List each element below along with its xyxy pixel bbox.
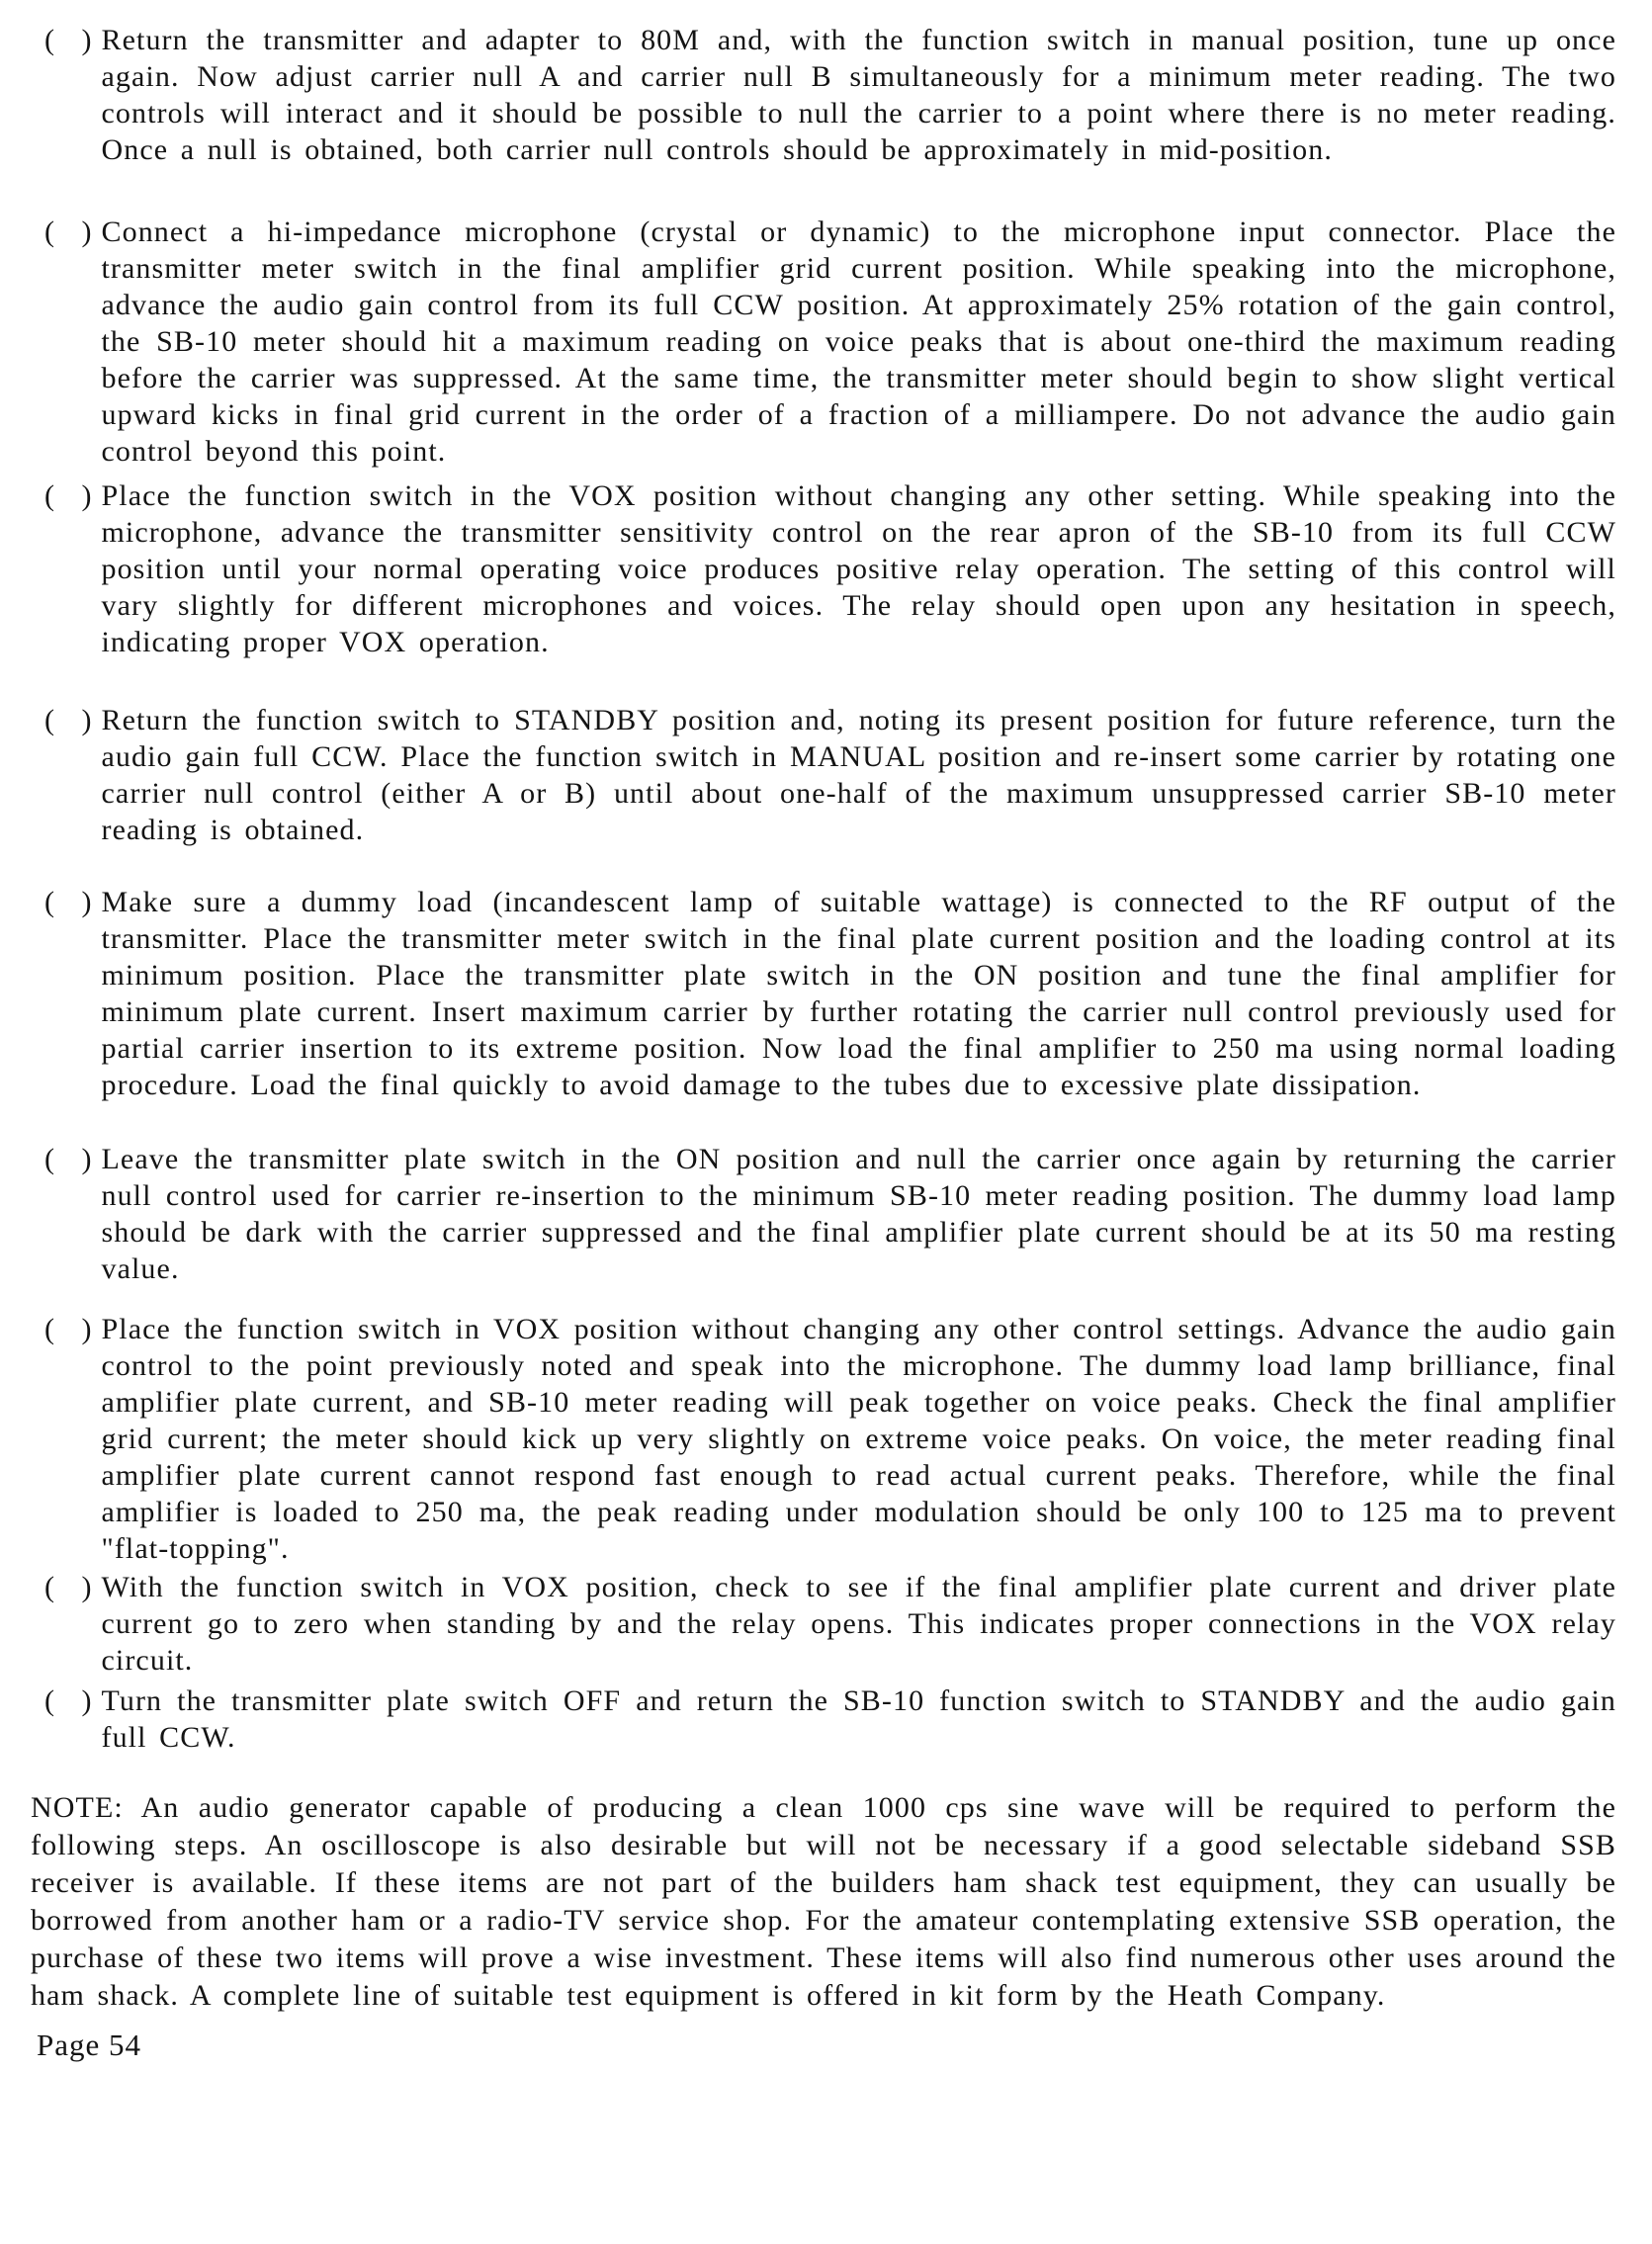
checkbox-blank: ( ) xyxy=(44,1571,102,1603)
checklist-item-text: Place the function switch in VOX position without changing any other control settings. Advance the audio gain control to the point previously noted and speak into the microphone. The dummy load lamp brilliance, final amplifier plate current, and SB-10 meter reading will peak together on voice peaks. Check the final amplifier grid current; the meter should kick up very slightly on extreme voice peaks. On voice, the meter reading final amplifier plate current cannot respond fast enough to read actual current peaks. Therefore, while the final amplifier is loaded to 250 ma, the peak reading under modulation should be only 100 to 125 ma to prevent "flat-topping". xyxy=(101,1313,1616,1565)
checklist-item-text: Return the transmitter and adapter to 80M and, with the function switch in manual position, tune up once again. Now adjust carrier null A and carrier null B simultaneously for a minimum meter reading. The two controls will interact and it should be possible to null the carrier to a point where there is no meter reading. Once a null is obtained, both carrier null controls should be approximately in mid-position. xyxy=(101,24,1616,166)
checklist-item-text: Place the function switch in the VOX position without changing any other setting. While speaking into the microphone, advance the transmitter sensitivity control on the rear apron of the SB-10 from its full CCW position until your normal operating voice produces positive relay operation. The setting of this control will vary slightly for different microphones and voices. The relay should open upon any hesitation in speech, indicating proper VOX operation. xyxy=(101,479,1616,658)
checklist-item-8 xyxy=(44,1569,1616,1679)
checklist-item-1 xyxy=(44,22,1616,168)
checklist-item-text: Return the function switch to STANDBY position and, noting its present position for future reference, turn the audio gain full CCW. Place the function switch in MANUAL position and re-insert some carrier by rotating one carrier null control (either A or B) until about one-half of the maximum unsuppressed carrier SB-10 meter reading is obtained. xyxy=(101,704,1616,846)
page-number: Page 54 xyxy=(37,2028,142,2062)
checklist-item-text: Make sure a dummy load (incandescent lamp of suitable wattage) is connected to the RF output of the transmitter. Place the transmitter meter switch in the final plate current position and the loading control at its minimum position. Place the transmitter plate switch in the ON position and tune the final amplifier for minimum plate current. Insert maximum carrier by further rotating the carrier null control previously used for partial carrier insertion to its extreme position. Now load the final amplifier to 250 ma using normal loading procedure. Load the final quickly to avoid damage to the tubes due to excessive plate dissipation. xyxy=(101,886,1616,1101)
checklist-item-text: Leave the transmitter plate switch in the ON position and null the carrier once again by returning the carrier null control used for carrier re-insertion to the minimum SB-10 meter reading position. The dummy load lamp should be dark with the carrier suppressed and the final amplifier plate current should be at its 50 ma resting value. xyxy=(101,1143,1616,1285)
checkbox-blank: ( ) xyxy=(44,24,102,56)
checkbox-blank: ( ) xyxy=(44,1143,102,1175)
checkbox-blank: ( ) xyxy=(44,704,102,736)
checklist-item-5 xyxy=(44,884,1616,1103)
checkbox-blank: ( ) xyxy=(44,1684,102,1717)
checklist-item-3 xyxy=(44,477,1616,660)
checkbox-blank: ( ) xyxy=(44,216,102,248)
checkbox-blank: ( ) xyxy=(44,479,102,512)
manual-page xyxy=(31,22,1616,2063)
checklist-item-4 xyxy=(44,702,1616,848)
checklist-item-text: With the function switch in VOX position, check to see if the final amplifier plate current and driver plate current go to zero when standing by and the relay opens. This indicates proper connections in the VOX relay circuit. xyxy=(101,1571,1616,1677)
checklist-item-text: Connect a hi-impedance microphone (crystal or dynamic) to the microphone input connector. Place the transmitter meter switch in the final amplifier grid current position. While speaking into the microphone, advance the audio gain control from its full CCW position. At approximately 25% rotation of the gain control, the SB-10 meter should hit a maximum reading on voice peaks that is about one-third the maximum reading before the carrier was suppressed. At the same time, the transmitter meter should begin to show slight vertical upward kicks in final grid current in the order of a fraction of a milliampere. Do not advance the audio gain control beyond this point. xyxy=(101,216,1616,468)
checkbox-blank: ( ) xyxy=(44,1313,102,1345)
checkbox-blank: ( ) xyxy=(44,886,102,918)
checklist-item-7 xyxy=(44,1311,1616,1567)
checklist-item-2 xyxy=(44,214,1616,470)
note-paragraph: NOTE: An audio generator capable of producing a clean 1000 cps sine wave will be required to perform the following steps. An oscilloscope is also desirable but will not be necessary if a good selectable sideband SSB receiver is available. If these items are not part of the builders ham shack test equipment, they can usually be borrowed from another ham or a radio-TV service shop. For the amateur contemplating extensive SSB operation, the purchase of these two items will prove a wise investment. These items will also find numerous other uses around the ham shack. A complete line of suitable test equipment is offered in kit form by the Heath Company. xyxy=(31,1791,1616,2012)
checklist-item-6 xyxy=(44,1141,1616,1287)
checklist-item-text: Turn the transmitter plate switch OFF and return the SB-10 function switch to STANDBY and the audio gain full CCW. xyxy=(101,1684,1616,1754)
checklist-item-9 xyxy=(44,1683,1616,1756)
